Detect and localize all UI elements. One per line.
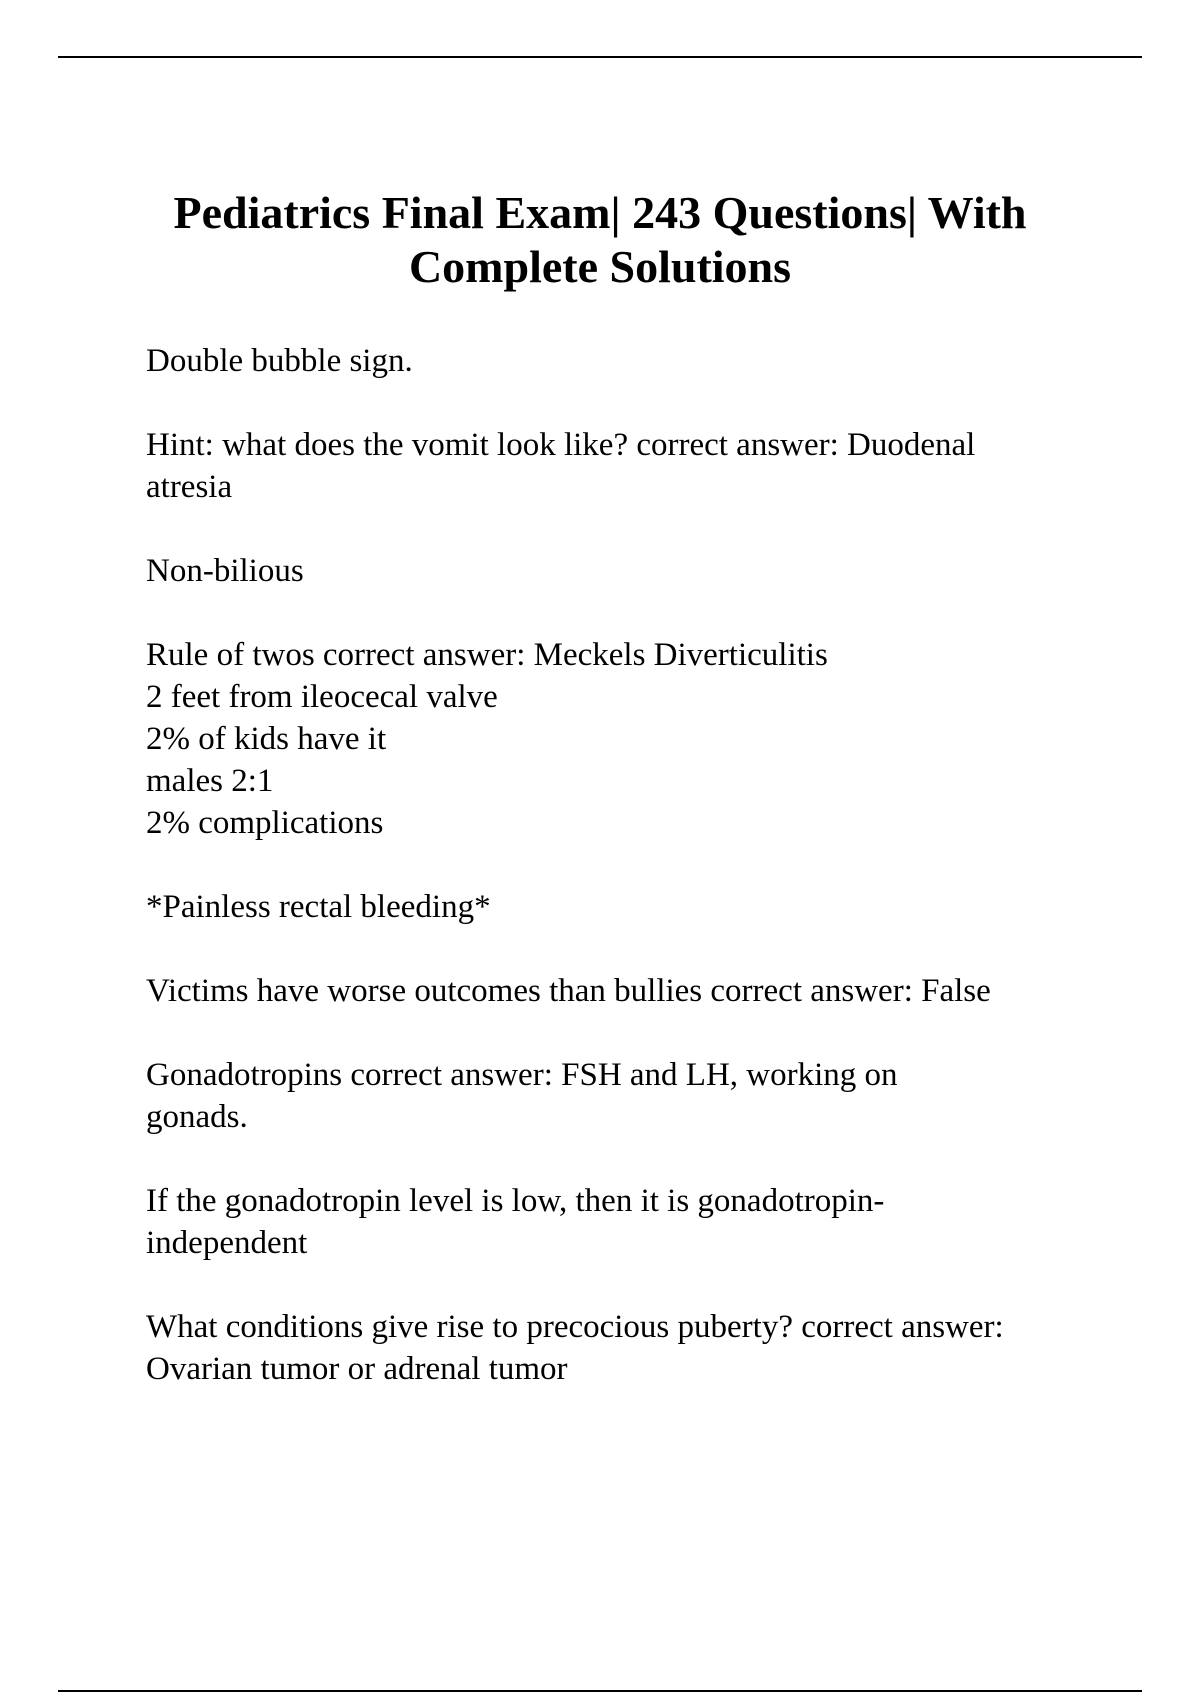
paragraph-gonadotropins bbox=[146, 1054, 1106, 1138]
text-line: 2 feet from ileocecal valve bbox=[146, 679, 498, 715]
title-line: Pediatrics Final Exam| 243 Questions| With bbox=[173, 187, 1027, 238]
text-line: Double bubble sign. bbox=[146, 343, 413, 379]
text-line: If the gonadotropin level is low, then it is gonadotropin- bbox=[146, 1183, 885, 1219]
document-title bbox=[58, 186, 1142, 294]
text-line: Ovarian tumor or adrenal tumor bbox=[146, 1351, 568, 1387]
text-line: Gonadotropins correct answer: FSH and LH, working on bbox=[146, 1057, 898, 1093]
text-line: *Painless rectal bleeding* bbox=[146, 889, 491, 925]
text-line: What conditions give rise to precocious puberty? correct answer: bbox=[146, 1309, 1004, 1345]
footer-rule bbox=[58, 1690, 1142, 1692]
paragraph-hint-vomit bbox=[146, 424, 1106, 508]
text-line: Victims have worse outcomes than bullies correct answer: False bbox=[146, 973, 991, 1009]
text-line: gonads. bbox=[146, 1099, 248, 1135]
paragraph-victims-bullies bbox=[146, 970, 1106, 1012]
text-line: Hint: what does the vomit look like? correct answer: Duodenal bbox=[146, 427, 976, 463]
text-line: Rule of twos correct answer: Meckels Diverticulitis bbox=[146, 637, 828, 673]
text-line: 2% complications bbox=[146, 805, 384, 841]
text-line: independent bbox=[146, 1225, 308, 1261]
paragraph-double-bubble bbox=[146, 340, 1106, 382]
paragraph-precocious-puberty bbox=[146, 1306, 1106, 1390]
paragraph-gonadotropin-level bbox=[146, 1180, 1106, 1264]
text-line: atresia bbox=[146, 469, 233, 505]
document-body bbox=[146, 340, 1106, 1432]
text-line: Non-bilious bbox=[146, 553, 304, 589]
header-rule bbox=[58, 56, 1142, 58]
paragraph-rule-of-twos bbox=[146, 634, 1106, 844]
text-line: males 2:1 bbox=[146, 763, 274, 799]
paragraph-painless-bleeding bbox=[146, 886, 1106, 928]
paragraph-non-bilious bbox=[146, 550, 1106, 592]
title-line: Complete Solutions bbox=[408, 241, 792, 292]
text-line: 2% of kids have it bbox=[146, 721, 387, 757]
